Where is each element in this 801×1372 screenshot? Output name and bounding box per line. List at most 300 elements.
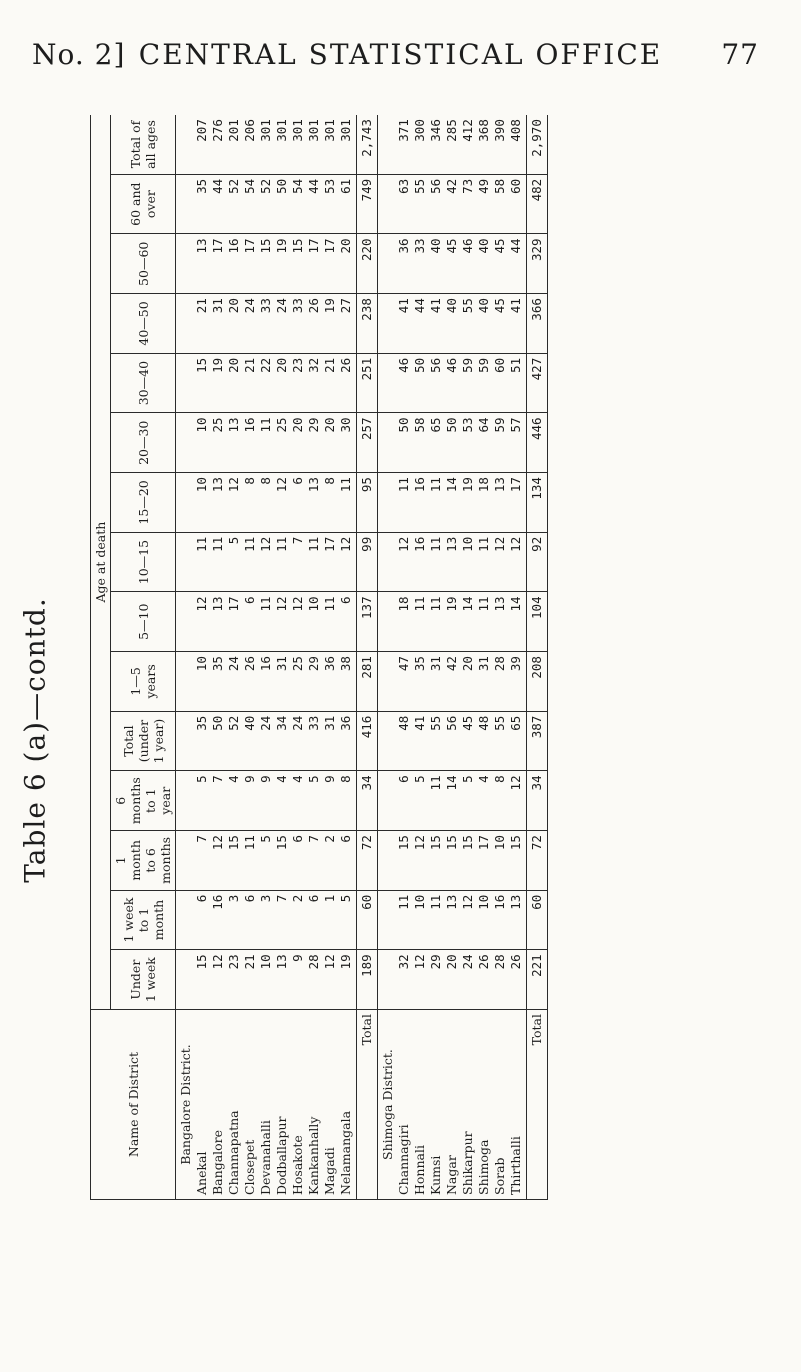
table-value: 20 bbox=[290, 417, 305, 433]
table-value: 50 bbox=[274, 178, 289, 194]
table-value: 20 bbox=[322, 417, 337, 433]
table-value: 285 bbox=[444, 119, 459, 142]
table-value: 39 bbox=[508, 656, 523, 672]
table-value: 4 bbox=[290, 775, 305, 783]
table-value: 60 bbox=[508, 178, 523, 194]
table-value: 45 bbox=[444, 238, 459, 254]
total-value: 99 bbox=[357, 532, 378, 592]
table-value: 5 bbox=[226, 536, 241, 545]
taluk-name: Sorab bbox=[492, 1157, 507, 1195]
table-value: 300 bbox=[412, 119, 427, 142]
table-value: 57 bbox=[508, 417, 523, 433]
table-value: 11 bbox=[194, 536, 209, 552]
table-value: 13 bbox=[194, 238, 209, 254]
table-value: 53 bbox=[460, 417, 475, 433]
table-value: 40 bbox=[476, 298, 491, 314]
table-value: 9 bbox=[290, 954, 305, 962]
table-value: 5 bbox=[258, 835, 273, 843]
taluk-name: Shikarpur bbox=[460, 1131, 475, 1195]
row-spacer bbox=[380, 477, 396, 528]
table-value: 55 bbox=[460, 298, 475, 314]
table-value: 19 bbox=[460, 477, 475, 493]
value-cell bbox=[176, 890, 357, 950]
table-value: 21 bbox=[322, 357, 337, 373]
value-cell bbox=[378, 473, 527, 533]
table-value: 26 bbox=[476, 954, 491, 970]
table-value: 50 bbox=[444, 417, 459, 433]
table-value: 12 bbox=[460, 894, 475, 910]
table-value: 23 bbox=[290, 357, 305, 373]
table-value: 11 bbox=[428, 775, 443, 791]
age-column-header: 50—60 bbox=[111, 234, 176, 294]
table-value: 10 bbox=[460, 536, 475, 552]
taluk-name: Dodballapur bbox=[274, 1116, 289, 1195]
table-value: 2 bbox=[322, 835, 337, 843]
row-spacer bbox=[178, 238, 194, 289]
table-value: 13 bbox=[444, 536, 459, 552]
table-value: 21 bbox=[194, 298, 209, 314]
value-cell bbox=[176, 950, 357, 1010]
district-total-row bbox=[527, 115, 548, 1200]
page-title: CENTRAL STATISTICAL OFFICE bbox=[138, 38, 663, 71]
row-spacer bbox=[380, 238, 396, 289]
table-value: 5 bbox=[338, 894, 353, 903]
table-value: 11 bbox=[476, 536, 491, 552]
total-value: 281 bbox=[357, 652, 378, 712]
total-value: 251 bbox=[357, 353, 378, 413]
table-value: 6 bbox=[194, 894, 209, 903]
table-caption bbox=[20, 520, 50, 960]
taluk-name: Closepet bbox=[242, 1139, 257, 1195]
mortality-table bbox=[90, 115, 548, 1200]
page-header bbox=[0, 0, 801, 90]
age-column-header: 20—30 bbox=[111, 413, 176, 473]
table-value: 1 bbox=[322, 894, 337, 903]
table-value: 17 bbox=[306, 238, 321, 254]
table-value: 61 bbox=[338, 178, 353, 194]
taluk-name: Nelamangala bbox=[338, 1110, 353, 1195]
table-value: 6 bbox=[338, 596, 353, 604]
table-value: 301 bbox=[338, 119, 353, 142]
table-value: 20 bbox=[338, 238, 353, 254]
table-value: 41 bbox=[412, 715, 427, 731]
row-spacer bbox=[380, 954, 396, 1005]
page-number: 77 bbox=[721, 38, 759, 71]
total-value: 387 bbox=[527, 711, 548, 771]
table-value: 7 bbox=[306, 835, 321, 843]
district-row bbox=[378, 115, 527, 1200]
table-value: 15 bbox=[508, 835, 523, 851]
taluk-name: Hosakote bbox=[290, 1135, 305, 1195]
row-spacer bbox=[178, 537, 194, 588]
row-spacer bbox=[178, 775, 194, 826]
row-spacer bbox=[178, 596, 194, 647]
value-cell bbox=[176, 353, 357, 413]
table-value: 12 bbox=[274, 477, 289, 493]
age-column-header: 10—15 bbox=[111, 532, 176, 592]
table-value: 11 bbox=[396, 894, 411, 910]
table-value: 301 bbox=[306, 119, 321, 142]
age-column-header: 5—10 bbox=[111, 592, 176, 652]
total-value: 257 bbox=[357, 413, 378, 473]
table-value: 59 bbox=[476, 357, 491, 373]
table-value: 16 bbox=[226, 238, 241, 254]
district-row bbox=[176, 115, 357, 1200]
total-value: 329 bbox=[527, 234, 548, 294]
row-spacer bbox=[178, 895, 194, 946]
table-value: 206 bbox=[242, 119, 257, 142]
table-value: 18 bbox=[476, 477, 491, 493]
table-value: 64 bbox=[476, 417, 491, 433]
table-value: 60 bbox=[492, 357, 507, 373]
table-value: 207 bbox=[194, 119, 209, 142]
row-spacer bbox=[380, 716, 396, 767]
table-value: 27 bbox=[338, 298, 353, 314]
table-value: 17 bbox=[210, 238, 225, 254]
table-value: 31 bbox=[210, 298, 225, 314]
table-value: 45 bbox=[460, 715, 475, 731]
table-value: 54 bbox=[242, 178, 257, 194]
value-cell bbox=[378, 711, 527, 771]
value-cell bbox=[176, 592, 357, 652]
value-cell bbox=[378, 950, 527, 1010]
row-spacer bbox=[380, 835, 396, 886]
table-value: 12 bbox=[412, 954, 427, 970]
table-value: 8 bbox=[492, 775, 507, 783]
table-value: 20 bbox=[226, 298, 241, 314]
table-value: 42 bbox=[444, 656, 459, 672]
total-value: 366 bbox=[527, 294, 548, 354]
table-value: 14 bbox=[508, 596, 523, 612]
total-value: 482 bbox=[527, 174, 548, 234]
table-value: 6 bbox=[242, 894, 257, 903]
table-value: 13 bbox=[210, 477, 225, 493]
taluk-name: Devanahalli bbox=[258, 1120, 273, 1195]
table-value: 5 bbox=[412, 775, 427, 783]
value-cell bbox=[378, 353, 527, 413]
table-value: 33 bbox=[290, 298, 305, 314]
table-value: 12 bbox=[322, 954, 337, 970]
table-value: 12 bbox=[210, 835, 225, 851]
table-value: 34 bbox=[274, 715, 289, 731]
table-value: 35 bbox=[412, 656, 427, 672]
value-cell bbox=[378, 294, 527, 354]
table-value: 11 bbox=[258, 596, 273, 612]
table-value: 21 bbox=[242, 357, 257, 373]
district-name-cell bbox=[176, 1010, 357, 1200]
table-value: 16 bbox=[210, 894, 225, 910]
table-value: 35 bbox=[194, 178, 209, 194]
row-spacer bbox=[380, 298, 396, 349]
table-value: 58 bbox=[492, 178, 507, 194]
table-value: 11 bbox=[428, 596, 443, 612]
table-value: 58 bbox=[412, 417, 427, 433]
table-value: 9 bbox=[258, 775, 273, 783]
table-value: 48 bbox=[396, 715, 411, 731]
table-value: 15 bbox=[194, 954, 209, 970]
row-spacer bbox=[178, 656, 194, 707]
table-value: 20 bbox=[460, 656, 475, 672]
value-cell bbox=[176, 532, 357, 592]
district-name: Bangalore District. bbox=[178, 1044, 193, 1165]
table-value: 12 bbox=[274, 596, 289, 612]
table-value: 4 bbox=[274, 775, 289, 783]
table-value: 14 bbox=[460, 596, 475, 612]
table-value: 36 bbox=[396, 238, 411, 254]
taluk-name: Bangalore bbox=[210, 1129, 225, 1195]
table-value: 42 bbox=[444, 178, 459, 194]
taluk-name: Anekal bbox=[194, 1151, 209, 1195]
total-value: 208 bbox=[527, 652, 548, 712]
table-value: 11 bbox=[396, 477, 411, 493]
total-value: 60 bbox=[357, 890, 378, 950]
row-spacer bbox=[178, 119, 194, 170]
table-value: 26 bbox=[306, 298, 321, 314]
table-value: 29 bbox=[306, 656, 321, 672]
table-value: 52 bbox=[226, 715, 241, 731]
table-value: 10 bbox=[476, 894, 491, 910]
total-value: 34 bbox=[357, 771, 378, 831]
table-value: 11 bbox=[322, 596, 337, 612]
table-value: 18 bbox=[396, 596, 411, 612]
table-value: 17 bbox=[476, 835, 491, 851]
table-value: 22 bbox=[258, 357, 273, 373]
table-value: 33 bbox=[306, 715, 321, 731]
age-column-header: 15—20 bbox=[111, 473, 176, 533]
table-value: 17 bbox=[322, 238, 337, 254]
table-value: 20 bbox=[226, 357, 241, 373]
total-value: 134 bbox=[527, 473, 548, 533]
table-value: 12 bbox=[396, 536, 411, 552]
value-cell bbox=[378, 174, 527, 234]
table-value: 24 bbox=[226, 656, 241, 672]
table-value: 19 bbox=[210, 357, 225, 373]
taluk-name: Channagiri bbox=[396, 1124, 411, 1195]
table-value: 26 bbox=[338, 357, 353, 373]
table-value: 9 bbox=[322, 775, 337, 783]
table-value: 40 bbox=[242, 715, 257, 731]
value-cell bbox=[176, 413, 357, 473]
table-value: 17 bbox=[508, 477, 523, 493]
table-value: 31 bbox=[322, 715, 337, 731]
table-value: 12 bbox=[210, 954, 225, 970]
table-value: 11 bbox=[210, 536, 225, 552]
table-value: 33 bbox=[258, 298, 273, 314]
total-value: 749 bbox=[357, 174, 378, 234]
table-value: 31 bbox=[274, 656, 289, 672]
table-value: 11 bbox=[242, 835, 257, 851]
value-cell bbox=[176, 174, 357, 234]
row-spacer bbox=[380, 179, 396, 230]
age-column-header: Total (under 1 year) bbox=[111, 711, 176, 771]
total-value: 427 bbox=[527, 353, 548, 413]
table-caption-text: Table 6 (a)—contd. bbox=[18, 597, 52, 883]
table-value: 44 bbox=[210, 178, 225, 194]
table-value: 7 bbox=[290, 536, 305, 545]
table-value: 40 bbox=[476, 238, 491, 254]
table-value: 55 bbox=[412, 178, 427, 194]
total-value: 92 bbox=[527, 532, 548, 592]
table-value: 56 bbox=[428, 357, 443, 373]
table-value: 45 bbox=[492, 298, 507, 314]
table-value: 12 bbox=[258, 536, 273, 552]
table-value: 36 bbox=[338, 715, 353, 731]
taluk-name: Kankanhally bbox=[306, 1116, 321, 1195]
table-value: 52 bbox=[258, 178, 273, 194]
table-value: 7 bbox=[194, 835, 209, 843]
value-cell bbox=[378, 831, 527, 891]
age-column-header: 1 month to 6 months bbox=[111, 831, 176, 891]
table-value: 12 bbox=[492, 536, 507, 552]
table-value: 41 bbox=[508, 298, 523, 314]
age-column-header: 1 week to 1 month bbox=[111, 890, 176, 950]
value-cell bbox=[378, 532, 527, 592]
value-cell bbox=[378, 652, 527, 712]
table-value: 5 bbox=[306, 775, 321, 783]
table-value: 55 bbox=[428, 715, 443, 731]
row-spacer bbox=[380, 358, 396, 409]
table-value: 48 bbox=[476, 715, 491, 731]
value-cell bbox=[176, 234, 357, 294]
row-spacer bbox=[178, 954, 194, 1005]
value-cell bbox=[176, 711, 357, 771]
table-value: 24 bbox=[290, 715, 305, 731]
table-value: 10 bbox=[194, 477, 209, 493]
table-value: 65 bbox=[508, 715, 523, 731]
table-value: 65 bbox=[428, 417, 443, 433]
table-value: 2 bbox=[290, 894, 305, 903]
table-value: 15 bbox=[274, 835, 289, 851]
table-value: 32 bbox=[396, 954, 411, 970]
table-value: 56 bbox=[444, 715, 459, 731]
table-value: 15 bbox=[194, 357, 209, 373]
table-value: 4 bbox=[476, 775, 491, 783]
value-cell bbox=[378, 890, 527, 950]
row-spacer bbox=[178, 477, 194, 528]
total-value: 446 bbox=[527, 413, 548, 473]
table-value: 50 bbox=[412, 357, 427, 373]
table-value: 7 bbox=[274, 894, 289, 903]
table-value: 17 bbox=[226, 596, 241, 612]
age-column-header: 6 months to 1 year bbox=[111, 771, 176, 831]
table-value: 11 bbox=[338, 477, 353, 493]
table-value: 16 bbox=[242, 417, 257, 433]
table-value: 11 bbox=[242, 536, 257, 552]
table-value: 19 bbox=[444, 596, 459, 612]
age-group-header: Age at death bbox=[91, 115, 111, 1010]
value-cell bbox=[378, 592, 527, 652]
table-value: 16 bbox=[412, 536, 427, 552]
total-value: 72 bbox=[357, 831, 378, 891]
row-spacer bbox=[178, 298, 194, 349]
table-value: 21 bbox=[242, 954, 257, 970]
table-value: 25 bbox=[290, 656, 305, 672]
table-value: 11 bbox=[428, 477, 443, 493]
table-value: 301 bbox=[290, 119, 305, 142]
table-value: 50 bbox=[396, 417, 411, 433]
table-value: 7 bbox=[210, 775, 225, 783]
row-spacer bbox=[380, 596, 396, 647]
table-value: 13 bbox=[444, 894, 459, 910]
table-value: 12 bbox=[194, 596, 209, 612]
table-value: 24 bbox=[242, 298, 257, 314]
table-value: 32 bbox=[306, 357, 321, 373]
table-value: 408 bbox=[508, 119, 523, 142]
table-value: 13 bbox=[492, 596, 507, 612]
table-value: 49 bbox=[476, 178, 491, 194]
table-value: 63 bbox=[396, 178, 411, 194]
table-value: 40 bbox=[428, 238, 443, 254]
table-value: 52 bbox=[226, 178, 241, 194]
table-value: 10 bbox=[306, 596, 321, 612]
table-value: 12 bbox=[226, 477, 241, 493]
table-value: 13 bbox=[226, 417, 241, 433]
value-cell bbox=[176, 771, 357, 831]
table-value: 11 bbox=[306, 536, 321, 552]
taluk-name: Thirthalli bbox=[508, 1136, 523, 1195]
table-value: 10 bbox=[194, 656, 209, 672]
total-value: 137 bbox=[357, 592, 378, 652]
value-cell bbox=[176, 831, 357, 891]
table-value: 11 bbox=[412, 596, 427, 612]
table-value: 14 bbox=[444, 775, 459, 791]
table-body bbox=[176, 115, 548, 1200]
table-value: 46 bbox=[460, 238, 475, 254]
value-cell bbox=[378, 115, 527, 174]
taluk-name: Honnali bbox=[412, 1145, 427, 1195]
total-value: 189 bbox=[357, 950, 378, 1010]
table-value: 29 bbox=[428, 954, 443, 970]
table-value: 19 bbox=[338, 954, 353, 970]
rotated-table bbox=[90, 115, 695, 1200]
district-column-header: Name of District bbox=[91, 1010, 176, 1200]
table-value: 3 bbox=[226, 894, 241, 903]
row-spacer bbox=[178, 179, 194, 230]
total-value: 220 bbox=[357, 234, 378, 294]
table-value: 36 bbox=[322, 656, 337, 672]
table-value: 11 bbox=[428, 536, 443, 552]
table-value: 346 bbox=[428, 119, 443, 142]
total-value: 34 bbox=[527, 771, 548, 831]
value-cell bbox=[378, 771, 527, 831]
table-value: 11 bbox=[428, 894, 443, 910]
table-value: 56 bbox=[428, 178, 443, 194]
table-value: 371 bbox=[396, 119, 411, 142]
table-value: 412 bbox=[460, 119, 475, 142]
table-value: 10 bbox=[194, 417, 209, 433]
total-value: 104 bbox=[527, 592, 548, 652]
total-value: 2,970 bbox=[527, 115, 548, 174]
table-value: 35 bbox=[210, 656, 225, 672]
table-value: 301 bbox=[322, 119, 337, 142]
table-value: 8 bbox=[322, 477, 337, 485]
total-value: 95 bbox=[357, 473, 378, 533]
table-value: 11 bbox=[258, 417, 273, 433]
table-value: 50 bbox=[210, 715, 225, 731]
table-value: 23 bbox=[226, 954, 241, 970]
district-name-cell bbox=[378, 1010, 527, 1200]
table-value: 25 bbox=[210, 417, 225, 433]
table-value: 301 bbox=[258, 119, 273, 142]
table-value: 44 bbox=[412, 298, 427, 314]
table-value: 390 bbox=[492, 119, 507, 142]
table-value: 16 bbox=[412, 477, 427, 493]
table-value: 15 bbox=[396, 835, 411, 851]
table-value: 38 bbox=[338, 656, 353, 672]
table-value: 6 bbox=[290, 477, 305, 485]
value-cell bbox=[176, 652, 357, 712]
age-column-header: 60 and over bbox=[111, 174, 176, 234]
